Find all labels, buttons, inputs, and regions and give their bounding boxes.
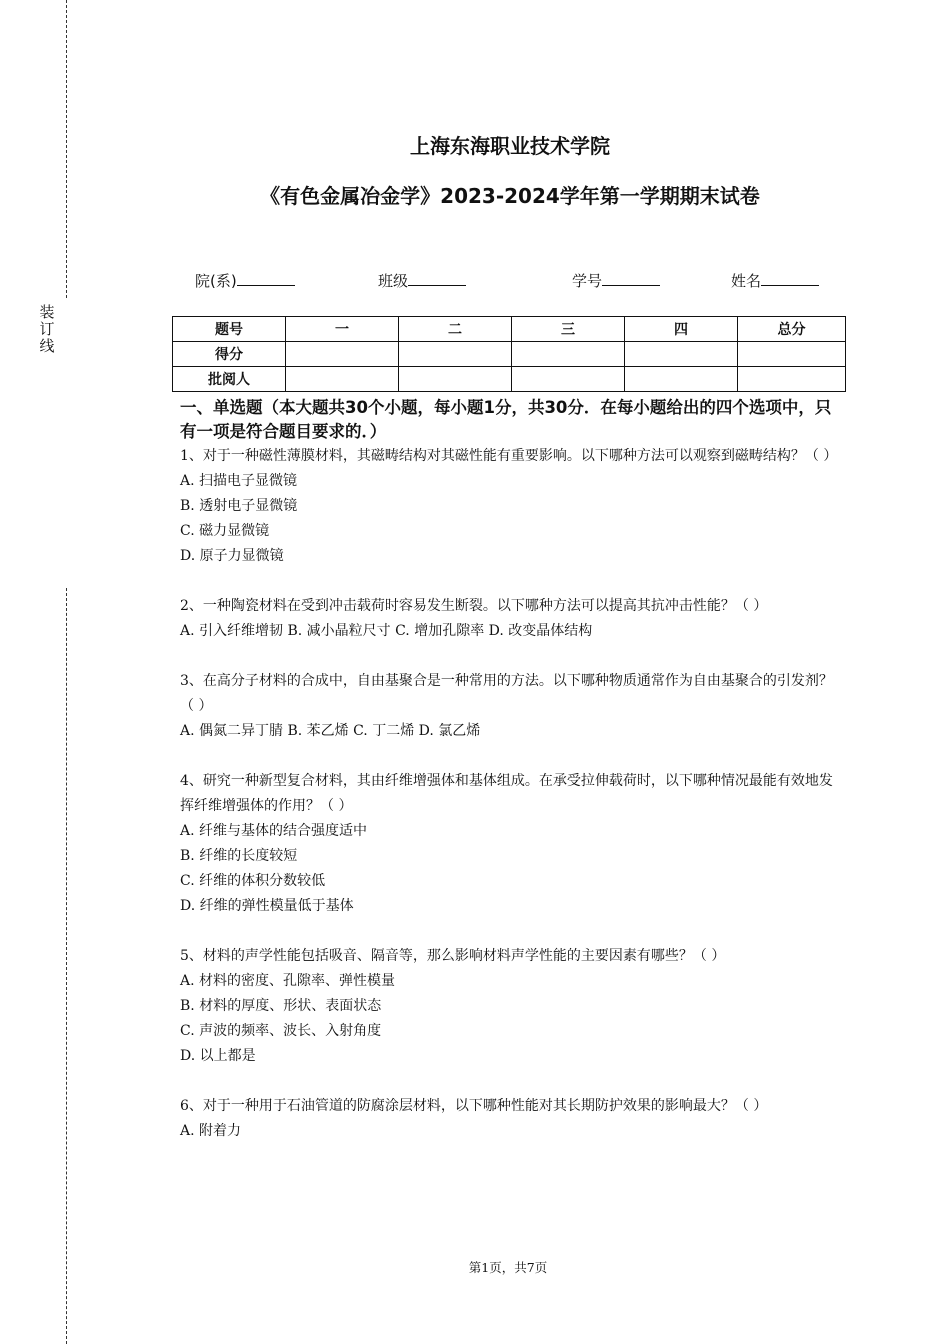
class-label: 班级 [378, 272, 409, 290]
option: B. 材料的厚度、形状、表面状态 [180, 998, 382, 1014]
reviewer-cell[interactable] [512, 367, 625, 392]
student-id-label: 学号 [572, 272, 603, 290]
question-stem: 1、对于一种磁性薄膜材料，其磁畴结构对其磁性能有重要影响。以下哪种方法可以观察到磁畴结构？（ ） [180, 448, 838, 464]
score-cell[interactable] [738, 342, 846, 367]
school-name: 上海东海职业技术学院 [410, 134, 610, 158]
question-stem: 5、材料的声学性能包括吸音、隔音等，那么影响材料声学性能的主要因素有哪些？（ ） [180, 948, 726, 964]
score-row [173, 342, 846, 367]
header-cell: 四 [625, 317, 738, 342]
question-stem: 6、对于一种用于石油管道的防腐涂层材料，以下哪种性能对其长期防护效果的影响最大？（ ） [180, 1098, 768, 1114]
dept-field [195, 270, 295, 291]
header-cell: 二 [399, 317, 512, 342]
binding-line-bottom [66, 588, 67, 1344]
student-id-field [572, 270, 660, 291]
dept-blank[interactable] [237, 271, 295, 286]
option: A. 偶氮二异丁腈 B. 苯乙烯 C. 丁二烯 D. 氯乙烯 [180, 723, 481, 739]
name-label: 姓名 [731, 272, 762, 290]
score-cell[interactable] [512, 342, 625, 367]
option: B. 透射电子显微镜 [180, 498, 298, 514]
page-number: 第1页，共7页 [468, 1260, 548, 1275]
question-stem: 3、在高分子材料的合成中，自由基聚合是一种常用的方法。以下哪种物质通常作为自由基聚合的引发剂？（ ） [180, 673, 833, 714]
class-field [378, 270, 466, 291]
binding-label [38, 304, 56, 355]
score-cell[interactable] [286, 342, 399, 367]
question-4 [180, 769, 840, 919]
option: C. 声波的频率、波长、入射角度 [180, 1023, 382, 1039]
binding-char: 线 [39, 337, 55, 355]
exam-title: 《有色金属冶金学》2023-2024学年第一学期期末试卷 [260, 184, 760, 208]
reviewer-cell[interactable] [286, 367, 399, 392]
question-stem: 4、研究一种新型复合材料，其由纤维增强体和基体组成。在承受拉伸载荷时，以下哪种情况最能有效地发挥纤维增强体的作用？（ ） [180, 773, 833, 814]
question-stem: 2、一种陶瓷材料在受到冲击载荷时容易发生断裂。以下哪种方法可以提高其抗冲击性能？（ ） [180, 598, 768, 614]
option: C. 磁力显微镜 [180, 523, 270, 539]
option: A. 引入纤维增韧 B. 减小晶粒尺寸 C. 增加孔隙率 D. 改变晶体结构 [180, 623, 593, 639]
binding-char: 装 [39, 303, 55, 321]
reviewer-cell[interactable] [399, 367, 512, 392]
question-6 [180, 1094, 840, 1144]
question-2 [180, 594, 840, 644]
section-heading: 一、单选题（本大题共30个小题，每小题1分，共30分．在每小题给出的四个选项中，只有一项是符合题目要求的．） [180, 398, 832, 441]
option: A. 扫描电子显微镜 [180, 473, 298, 489]
question-3 [180, 669, 840, 744]
section-1 [180, 396, 840, 1144]
option: B. 纤维的长度较短 [180, 848, 298, 864]
option: D. 原子力显微镜 [180, 548, 284, 564]
score-table [172, 316, 846, 392]
question-1 [180, 444, 840, 569]
reviewer-cell[interactable] [625, 367, 738, 392]
score-cell[interactable] [625, 342, 738, 367]
option: D. 纤维的弹性模量低于基体 [180, 898, 354, 914]
name-blank[interactable] [761, 271, 819, 286]
option: A. 材料的密度、孔隙率、弹性模量 [180, 973, 396, 989]
row-label: 得分 [173, 342, 286, 367]
option: A. 纤维与基体的结合强度适中 [180, 823, 368, 839]
score-cell[interactable] [399, 342, 512, 367]
score-table-header-row [173, 317, 846, 342]
header-cell: 三 [512, 317, 625, 342]
header-cell: 题号 [173, 317, 286, 342]
option: D. 以上都是 [180, 1048, 256, 1064]
header-cell: 总分 [738, 317, 846, 342]
reviewer-cell[interactable] [738, 367, 846, 392]
option: A. 附着力 [180, 1123, 242, 1139]
name-field [731, 270, 819, 291]
binding-char: 订 [39, 320, 55, 338]
dept-label: 院(系) [195, 272, 237, 290]
option: C. 纤维的体积分数较低 [180, 873, 326, 889]
header-cell: 一 [286, 317, 399, 342]
class-blank[interactable] [408, 271, 466, 286]
reviewer-row [173, 367, 846, 392]
student-id-blank[interactable] [602, 271, 660, 286]
question-5 [180, 944, 840, 1069]
row-label: 批阅人 [173, 367, 286, 392]
